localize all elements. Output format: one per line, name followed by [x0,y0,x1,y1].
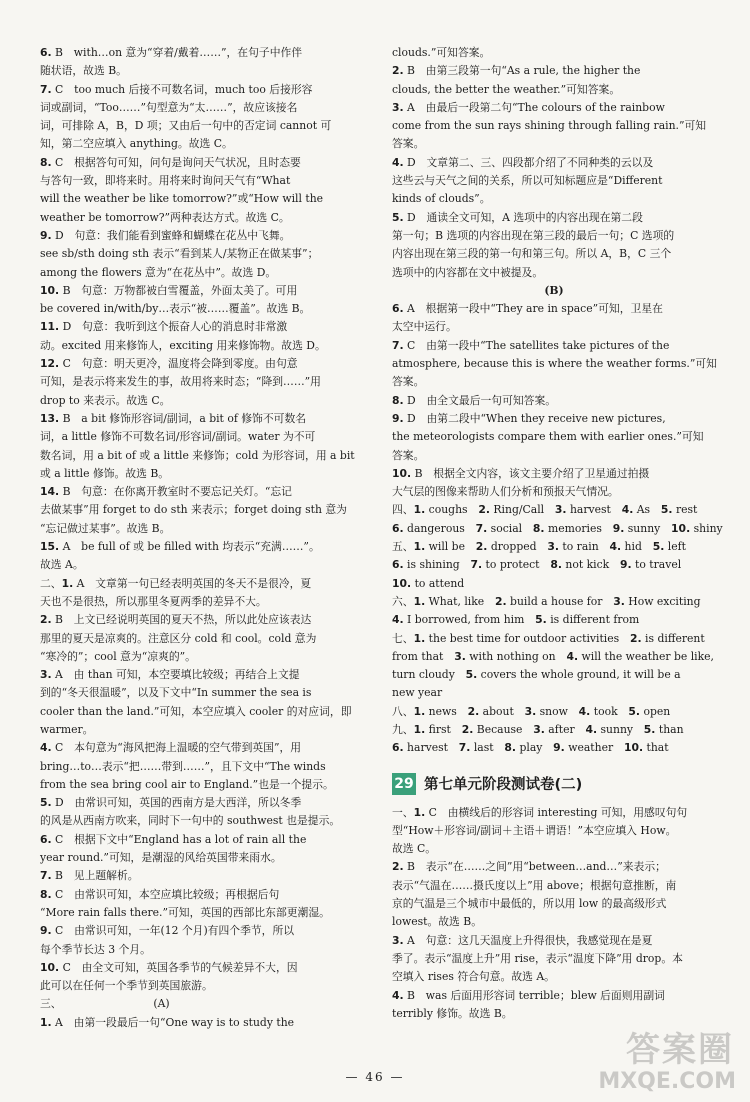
text-line: 8. C 根据答句可知，问句是询问天气状况，且时态要 [40,155,301,169]
text-line: 答案。 [392,375,425,389]
text-line: drop to 来表示。故选 C。 [40,393,171,407]
text-line: 6. A 根据第一段中“They are in space”可知，卫星在 [392,302,663,316]
text-line: 二、1. A 文章第一句已经表明英国的冬天不是很冷，夏 [40,576,312,590]
text-line: 7. B 见上题解析。 [40,869,139,883]
text-line: terribly 修饰。故选 B。 [392,1006,513,1020]
text-line: 去做某事”用 forget to do sth 来表示；forget doing sth 意为 [40,503,347,517]
text-line: 7. C too much 后接不可数名词，much too 后接形容 [40,82,313,96]
text-line: be covered in/with/by…表示“被……覆盖”。故选 B。 [40,302,311,316]
section-answers [392,804,716,1024]
section-title: 第七单元阶段测试卷(二) [424,777,583,794]
text-line: 11. D 句意：我听到这个振奋人心的消息时非常激 [40,320,288,334]
text-line: 五、1. will be 2. dropped 3. to rain 4. hid 5. left [392,540,686,554]
watermark-text: 答案圈 [626,1030,734,1070]
text-line: warmer。 [40,722,94,736]
text-line: from that 3. with nothing on 4. will the weather be like, [392,649,714,663]
text-line: 13. B a bit 修饰形容词/副词，a bit of 修饰不可数名 [40,411,307,425]
text-line: 表示“气温在……摄氏度以上”用 above；根据句意推断，南 [392,878,677,892]
text-line: 的风是从西南方吹来，同时下一句中的 southwest 也是提示。 [40,814,341,828]
text-line: 2. B 表示“在……之间”用“between…and…”来表示； [392,860,666,874]
text-line: turn cloudy 5. covers the whole ground, it will be a [392,668,681,682]
watermark-logo [590,1022,740,1096]
text-line: 2. B 上文已经说明英国的夏天不热，所以此处应该表达 [40,613,312,627]
text-line: see sb/sth doing sth 表示“看到某人/某物正在做某事”； [40,247,319,261]
text-line: 选项中的内容都在文中被提及。 [392,265,544,279]
text-line: 三、 (A) [40,997,170,1011]
text-line: 数名词，用 a bit of 或 a little 来修饰；cold 为形容词，用 a bit [40,448,355,462]
text-line: 天也不是很热，所以那里冬夏两季的差异不大。 [40,594,267,608]
text-line: 2. B 由第三段第一句“As a rule, the higher the [392,64,641,78]
text-line: 12. C 句意：明天更冷，温度将会降到零度。由句意 [40,357,298,371]
text-line: 8. C 由常识可知，本空应填比较级；再根据后句 [40,887,280,901]
text-line: 3. A 句意：这几天温度上升得很快，我感觉现在是夏 [392,933,653,947]
text-line: 这些云与天气之间的关系，所以可知标题应是“Different [392,174,663,188]
text-line: 6. dangerous 7. social 8. memories 9. sunny 10. shiny [392,521,723,535]
text-line: will the weather be like tomorrow?”或“How will the [40,192,324,206]
text-line: bring…to…表示“把……带到……”，且下文中“The winds [40,759,326,773]
text-line: lowest。故选 B。 [392,915,483,929]
text-line: from the sea bring cool air to England.”也是一个提示。 [40,777,334,791]
text-line: 10. B 根据全文内容，该文主要介绍了卫星通过拍摄 [392,466,650,480]
text-line: “忘记做过某事”。故选 B。 [40,521,171,535]
text-line: cooler than the land.”可知，本空应填入 cooler 的对应词，即 [40,704,352,718]
text-line: 那里的夏天是凉爽的。注意区分 cold 和 cool。cold 意为 [40,631,317,645]
text-line: 答案。 [392,448,425,462]
text-line: 内容出现在第三段的第一句和第三句。所以 A，B，C 三个 [392,247,672,261]
text-line: 6. B with…on 意为“穿着/戴着……”，在句子中作伴 [40,46,303,59]
text-line: 七、1. the best time for outdoor activities 2. is different [392,631,705,645]
text-line: 8. D 由全文最后一句可知答案。 [392,393,557,407]
text-line: 大气层的图像来帮助人们分析和预报天气情况。 [392,485,619,499]
text-line: 九、1. first 2. Because 3. after 4. sunny 5. than [392,722,684,736]
text-line: 一、1. C 由横线后的形容词 interesting 可知，用感叹句句 [392,805,688,819]
text-line: 每个季节长达 3 个月。 [40,942,151,956]
text-line: 7. C 由第一段中“The satellites take pictures of the [392,338,670,352]
text-line: 10. to attend [392,576,465,590]
text-line: 9. D 由第二段中“When they receive new pictures, [392,411,666,425]
section-number: 29 [392,773,416,795]
text-line: 6. harvest 7. last 8. play 9. weather 10. that [392,741,669,755]
page-number: — 46 — [345,1070,405,1084]
text-line: 3. A 由最后一段第二句“The colours of the rainbow [392,100,665,114]
text-line: 3. A 由 than 可知，本空要填比较级；再结合上文提 [40,668,300,682]
text-line: 可知，是表示将来发生的事，故用将来时态；“降到……”用 [40,375,321,389]
text-line: 5. D 通读全文可知，A 选项中的内容出现在第二段 [392,210,643,224]
text-line: 4. I borrowed, from him 5. is different from [392,613,640,627]
text-line: 9. C 由常识可知，一年(12 个月)有四个季节，所以 [40,924,295,938]
text-line: year round.”可知，是潮湿的风给英国带来雨水。 [40,851,282,865]
text-line: clouds, the better the weather.”可知答案。 [392,82,621,96]
text-line: 6. C 根据下文中“England has a lot of rain all the [40,832,307,846]
text-line: 15. A be full of 或 be filled with 均表示“充满……”。 [40,540,320,554]
text-line: 9. D 句意：我们能看到蜜蜂和蝴蝶在花丛中飞舞。 [40,228,291,242]
text-line: 动。excited 用来修饰人，exciting 用来修饰物。故选 D。 [40,338,326,352]
text-line: 四、1. coughs 2. Ring/Call 3. harvest 4. As 5. rest [392,503,698,517]
text-line: 空填入 rises 符合句意。故选 A。 [392,970,555,984]
text-line: 5. D 由常识可知，英国的西南方是大西洋，所以冬季 [40,796,302,810]
text-line: 故选 C。 [392,842,437,856]
text-line: 到的“冬天很温暖”，以及下文中“In summer the sea is [40,686,312,700]
text-line: 八、1. news 2. about 3. snow 4. took 5. open [392,704,671,718]
text-line: (B) [544,283,564,297]
text-line: 词或副词，“Too……”句型意为“太……”，故应该接名 [40,100,298,114]
text-line: 6. is shining 7. to protect 8. not kick 9. to travel [392,558,682,572]
watermark-url: MXQE.COM [598,1069,736,1094]
text-line: 10. B 句意：万物都被白雪覆盖，外面太美了。可用 [40,283,298,297]
text-line: 太空中运行。 [392,320,457,334]
text-line: 10. C 由全文可知，英国各季节的气候差异不大，因 [40,960,298,974]
text-line: 故选 A。 [40,558,84,572]
text-line: 词，a little 修饰不可数名词/形容词/副词。water 为不可 [40,430,316,444]
text-line: 或 a little 修饰。故选 B。 [40,466,170,480]
text-line: 随状语，故选 B。 [40,64,127,78]
text-line: 4. C 本句意为“海风把海上温暖的空气带到英国”，用 [40,741,302,755]
text-line: 词，可排除 A，B，D 项；又由后一句中的否定词 cannot 可 [40,119,332,133]
section-header [392,772,716,796]
left-column [40,44,376,1032]
text-line: 4. D 文章第二、三、四段都介绍了不同种类的云以及 [392,155,654,169]
text-line: 六、1. What, like 2. build a house for 3. How exciting [392,594,701,608]
text-line: 答案。 [392,137,425,151]
text-line: “More rain falls there.”可知，英国的西部比东部更潮湿。 [40,905,330,919]
text-line: the meteorologists compare them with earlier ones.”可知 [392,430,704,444]
text-line: 1. A 由第一段最后一句“One way is to study the [40,1015,295,1029]
text-line: 型“How＋形容词/副词＋主语＋谓语！”本空应填入 How。 [392,823,677,837]
text-line: 第一句；B 选项的内容出现在第三段的最后一句；C 选项的 [392,228,675,242]
right-column-answers [392,44,723,758]
text-line: 14. B 句意：在你离开教室时不要忘记关灯。“忘记 [40,485,292,499]
text-line: among the flowers 意为“在花丛中”。故选 D。 [40,265,277,279]
text-line: 季了。表示“温度上升”用 rise，表示“温度下降”用 drop。本 [392,951,683,965]
text-line: 4. B was 后面用形容词 terrible；blew 后面则用副词 [392,988,665,1002]
text-line: 与答句一致，即将来时。用将来时询问天气有“What [40,174,291,188]
text-line: weather be tomorrow?”两种表达方式。故选 C。 [40,210,290,224]
text-line: 京的气温是三个城市中最低的，所以用 low 的最高级形式 [392,897,667,911]
text-line: come from the sun rays shining through falling rain.”可知 [392,119,707,133]
right-column [392,44,723,1023]
text-line: clouds.”可知答案。 [392,46,491,59]
text-line: kinds of clouds”。 [392,192,491,206]
text-line: new year [392,686,443,700]
text-line: 知，第二空应填入 anything。故选 C。 [40,137,233,151]
text-line: atmosphere, because this is where the weather forms.”可知 [392,357,717,371]
text-line: “寒冷的”；cool 意为“凉爽的”。 [40,649,196,663]
text-line: 此可以在任何一个季节到英国旅游。 [40,979,213,993]
